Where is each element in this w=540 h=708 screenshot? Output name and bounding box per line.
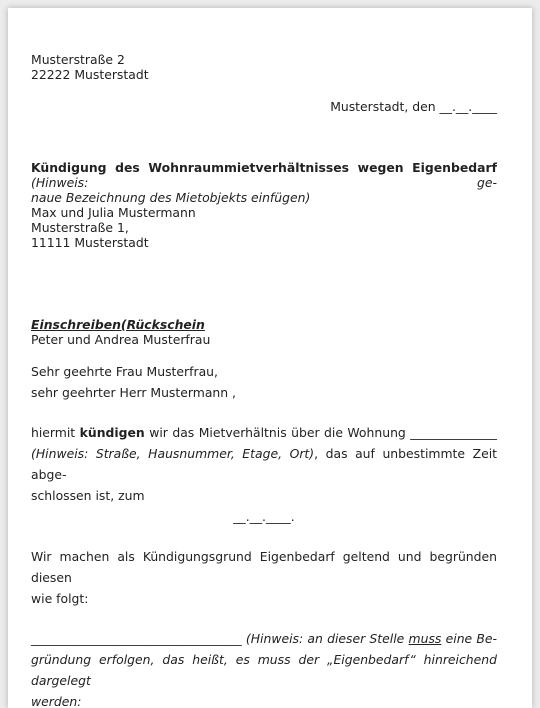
sender-city: 22222 Musterstadt bbox=[31, 67, 149, 82]
letter-body bbox=[31, 52, 497, 708]
subject-title: Kündigung des Wohnraummietverhältnisses wegen Eigenbedarf bbox=[31, 160, 497, 175]
paragraph-reason-line-2: wie folgt: bbox=[31, 591, 89, 606]
sender-address bbox=[31, 52, 497, 82]
document-page bbox=[8, 8, 532, 708]
recipient-street: Musterstraße 1, bbox=[31, 220, 129, 235]
salutation-line-2: sehr geehrter Herr Mustermann , bbox=[31, 385, 236, 400]
subject-hint-start: (Hinweis: ge- bbox=[31, 175, 497, 190]
paragraph-reason-line-1: Wir machen als Kündigungsgrund Eigenbedarf geltend und begründen diesen bbox=[31, 549, 497, 585]
justification-hint-before: (Hinweis: an dieser Stelle bbox=[245, 631, 405, 646]
justification-hint-after: eine Be- bbox=[445, 631, 497, 646]
termination-date-blank: __.__.____. bbox=[233, 509, 295, 524]
justification-hint-muss: muss bbox=[408, 631, 442, 646]
paragraph-justification-line-3: werden: bbox=[31, 694, 82, 708]
text-unbestimmte-zeit: , das auf unbestimmte Zeit abge- bbox=[31, 446, 498, 482]
salutation bbox=[31, 361, 497, 403]
paragraph-termination-line-2 bbox=[31, 443, 497, 485]
recipient-names: Max und Julia Mustermann bbox=[31, 205, 196, 220]
salutation-line-1: Sehr geehrte Frau Musterfrau, bbox=[31, 364, 218, 379]
subject-line bbox=[31, 160, 497, 190]
paragraph-justification-line-2: gründung erfolgen, das heißt, es muss der „Eigenbedarf“ hinreichend dargelegt bbox=[31, 652, 497, 688]
sender-street: Musterstraße 2 bbox=[31, 52, 125, 67]
text-mietverhaeltnis: wir das Mietverhältnis über die Wohnung ______________ bbox=[149, 425, 497, 440]
paragraph-justification-line-1 bbox=[31, 628, 497, 649]
delivery-method: Einschreiben(Rückschein bbox=[31, 317, 205, 332]
text-hiermit: hiermit bbox=[31, 425, 76, 440]
subject-block bbox=[31, 160, 497, 250]
paragraph-reason bbox=[31, 546, 497, 609]
paragraph-termination-line-1 bbox=[31, 422, 497, 443]
subject-hint-end: naue Bezeichnung des Mietobjekts einfügen) bbox=[31, 190, 311, 205]
text-kuendigen: kündigen bbox=[79, 425, 145, 440]
recipient-city: 11111 Musterstadt bbox=[31, 235, 149, 250]
address-hint: (Hinweis: Straße, Hausnummer, Etage, Ort) bbox=[31, 446, 315, 461]
paragraph-termination-line-3: schlossen ist, zum bbox=[31, 488, 145, 503]
place-date: Musterstadt, den __.__.____ bbox=[330, 99, 497, 114]
paragraph-justification bbox=[31, 628, 497, 708]
addressees: Peter und Andrea Musterfrau bbox=[31, 332, 211, 347]
justification-blank: __________________________________ bbox=[31, 631, 242, 646]
paragraph-termination bbox=[31, 422, 497, 527]
